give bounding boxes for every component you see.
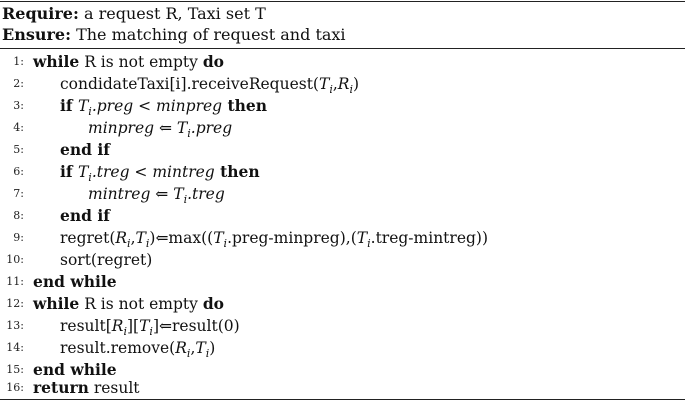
math-symbol: T [356, 229, 368, 247]
code-text: , [332, 75, 338, 93]
keyword: end if [60, 140, 110, 159]
math-symbol: T [195, 339, 206, 357]
math-symbol: T [176, 119, 188, 137]
line-number: 16: [6, 381, 24, 394]
math-symbol: T [77, 97, 89, 115]
subscript: i [205, 347, 210, 361]
keyword: while [33, 52, 80, 71]
line-number: 13: [6, 319, 24, 332]
require-keyword: Require: [2, 4, 79, 23]
subscript: i [223, 237, 228, 251]
code-text: condidateTaxi[i].receiveRequest( [60, 75, 319, 93]
line-number: 12: [6, 297, 24, 310]
code-text: )⇐max(( [149, 229, 214, 247]
top-rule [0, 1, 685, 2]
math-symbol: .treg < mintreg [91, 163, 215, 181]
subscript: i [145, 237, 150, 251]
header-rule [0, 48, 685, 49]
line-body [33, 51, 224, 73]
line-body [60, 205, 110, 227]
line-number: 3: [13, 99, 24, 112]
line-number: 10: [6, 253, 24, 266]
code-text: ) [209, 339, 216, 357]
require-text: a request R, Taxi set T [83, 4, 266, 23]
ensure-text: The matching of request and taxi [76, 25, 346, 44]
line-number: 4: [13, 121, 24, 134]
subscript: i [187, 127, 191, 141]
keyword: if [60, 162, 78, 181]
math-symbol: T [173, 185, 184, 203]
subscript: i [349, 83, 353, 97]
code-text: , [130, 229, 136, 247]
bottom-rule [0, 399, 685, 400]
code-text: result.remove( [60, 339, 176, 357]
line-number: 6: [13, 165, 24, 178]
line-number: 15: [6, 363, 24, 376]
line-number: 2: [13, 77, 24, 90]
line-number: 5: [13, 143, 24, 156]
math-symbol: T [139, 317, 150, 335]
subscript: i [123, 325, 127, 339]
code-text: , [190, 339, 196, 357]
math-symbol: minpreg [88, 119, 155, 137]
subscript: i [127, 237, 131, 251]
keyword: end if [60, 206, 110, 225]
subscript: i [88, 171, 92, 185]
code-text: R is not empty [79, 53, 203, 71]
line-body [33, 377, 140, 399]
code-text: result [88, 379, 140, 397]
math-symbol: T [318, 75, 330, 93]
math-symbol: .preg < minpreg [91, 97, 223, 115]
subscript: i [186, 347, 191, 361]
keyword: do [202, 52, 224, 71]
keyword: do [202, 294, 224, 313]
math-symbol: .treg [187, 185, 225, 203]
line-number: 7: [13, 187, 24, 200]
ensure-keyword: Ensure: [2, 25, 71, 44]
subscript: i [329, 83, 333, 97]
keyword: then [214, 162, 260, 181]
keyword: return [33, 378, 89, 397]
line-number: 14: [6, 341, 24, 354]
math-symbol: T [213, 229, 224, 247]
code-text: ⇐ [150, 185, 174, 203]
subscript: i [367, 237, 371, 251]
subscript: i [149, 325, 153, 339]
ensure-line [2, 24, 346, 46]
code-text: sort(regret) [60, 251, 153, 269]
line-number: 11: [6, 275, 24, 288]
keyword: if [60, 96, 78, 115]
code-text: .preg-minpreg),( [227, 229, 357, 247]
keyword: end while [33, 360, 117, 379]
math-symbol: R [111, 317, 124, 335]
math-symbol: mintreg [88, 185, 151, 203]
keyword: while [33, 294, 80, 313]
line-body [60, 249, 152, 271]
math-symbol: T [77, 163, 89, 181]
line-number: 9: [13, 231, 24, 244]
code-text: ][ [126, 317, 140, 335]
code-text: regret( [60, 229, 116, 247]
line-number: 1: [13, 55, 24, 68]
math-symbol: R [337, 75, 350, 93]
require-line [2, 3, 266, 25]
code-text: ]⇐result(0) [152, 317, 240, 335]
math-symbol: R [115, 229, 128, 247]
line-body [33, 293, 224, 315]
code-text: result[ [60, 317, 112, 335]
keyword: end while [33, 272, 117, 291]
line-number: 8: [13, 209, 24, 222]
line-body [60, 139, 110, 161]
code-text: ) [352, 75, 360, 93]
code-text: R is not empty [79, 295, 203, 313]
code-text: .treg-mintreg)) [370, 229, 489, 247]
math-symbol: R [175, 339, 187, 357]
math-symbol: T [135, 229, 146, 247]
subscript: i [183, 193, 188, 207]
keyword: then [222, 96, 268, 115]
line-body [33, 271, 117, 293]
code-text: ⇐ [154, 119, 177, 137]
math-symbol: .preg [190, 119, 233, 137]
subscript: i [88, 105, 92, 119]
